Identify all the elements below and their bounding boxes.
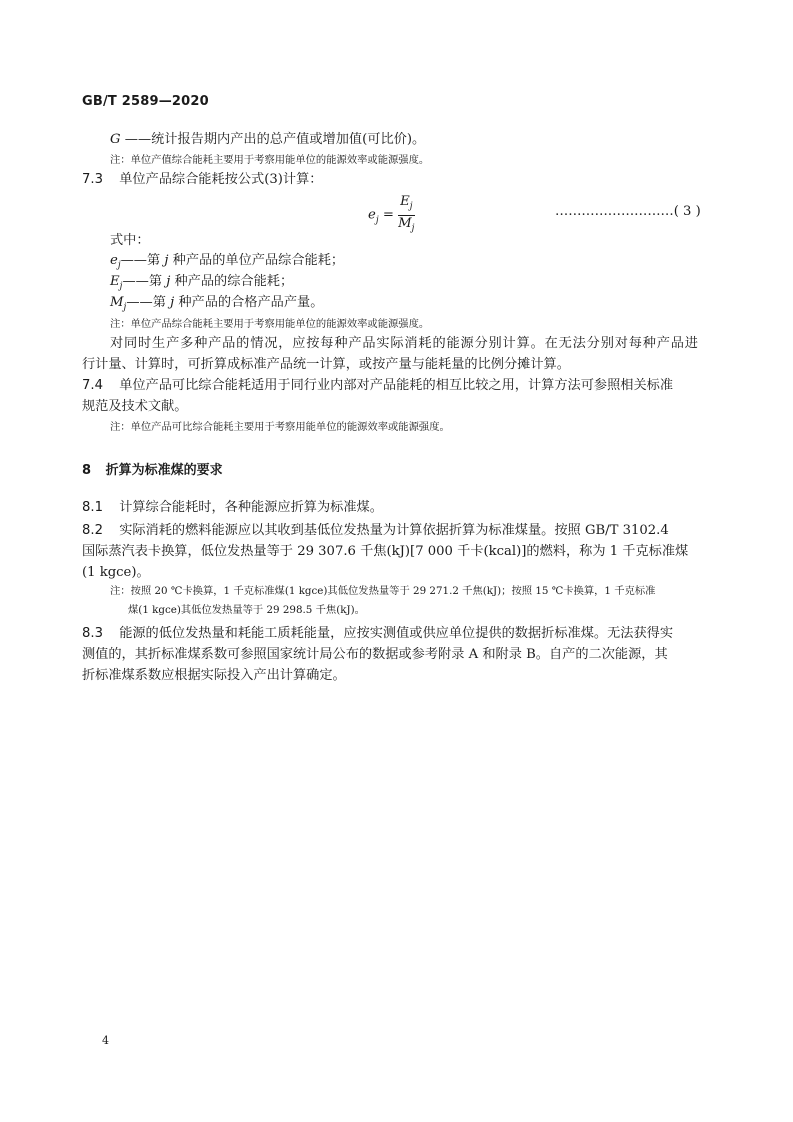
note-output-energy: 注：单位产值综合能耗主要用于考察用能单位的能源效率或能源强度。 bbox=[110, 154, 430, 166]
formula-3 bbox=[368, 194, 415, 236]
formula-denominator: M bbox=[398, 215, 412, 231]
symbol-g: G bbox=[110, 132, 121, 147]
definition-Mj bbox=[110, 293, 323, 318]
clause-text: 单位产品可比综合能耗适用于同行业内部对产品能耗的相互比较之用，计算方法可参照相关标准 bbox=[119, 378, 674, 393]
clause-number: 8.3 bbox=[82, 626, 103, 641]
clause-number: 7.4 bbox=[82, 378, 103, 393]
symbol-E: E bbox=[110, 274, 120, 289]
clause-8-3-line3: 折标准煤系数应根据实际投入产出计算确定。 bbox=[82, 668, 346, 683]
document-header: GB/T 2589—2020 bbox=[82, 94, 209, 109]
clause-7-4-line2: 规范及技术文献。 bbox=[82, 399, 188, 414]
clause-8-1 bbox=[82, 498, 383, 517]
dash: —— bbox=[124, 132, 152, 147]
def-pre: 第 bbox=[152, 295, 166, 310]
clause-8-3-line1 bbox=[82, 624, 673, 643]
formula-denominator-sub: j bbox=[411, 223, 415, 234]
para-multi-line1: 对同时生产多种产品的情况，应按每种产品实际消耗的能源分别计算。在无法分别对每种产品进 bbox=[110, 336, 698, 351]
def-var: j bbox=[170, 295, 175, 310]
clause-text: 实际消耗的燃料能源应以其收到基低位发热量为计算依据折算为标准煤量。按照 GB/T 3102.4 bbox=[119, 523, 669, 538]
def-var: j bbox=[166, 274, 171, 289]
formula-lhs-sub: j bbox=[375, 215, 379, 226]
note-product-energy: 注：单位产品综合能耗主要用于考察用能单位的能源效率或能源强度。 bbox=[110, 318, 430, 330]
clause-7-3 bbox=[82, 170, 323, 189]
def-text: 种产品的单位产品综合能耗； bbox=[172, 253, 345, 268]
def-text: 种产品的合格产品产量。 bbox=[178, 295, 324, 310]
clause-text: 计算综合能耗时，各种能源应折算为标准煤。 bbox=[119, 500, 383, 515]
def-var: j bbox=[164, 253, 169, 268]
note-calorie-line2: 煤(1 kgce)其低位发热量等于 29 298.5 千焦(kJ)。 bbox=[128, 604, 365, 616]
formula-dots: ……………………… bbox=[555, 204, 674, 219]
clause-7-4-line1 bbox=[82, 376, 698, 395]
formula-numerator: E bbox=[400, 194, 410, 209]
page-number: 4 bbox=[102, 1034, 109, 1047]
clause-text: 能源的低位发热量和耗能工质耗能量，应按实测值或供应单位提供的数据折标准煤。无法获得实 bbox=[119, 626, 674, 641]
symbol-e-sub: j bbox=[117, 260, 121, 271]
formula-leader bbox=[555, 202, 701, 221]
def-pre: 第 bbox=[148, 274, 162, 289]
symbol-E-sub: j bbox=[119, 281, 123, 292]
clause-number: 8.2 bbox=[82, 523, 103, 538]
definition-g-text: 统计报告期内产出的总产值或增加值(可比价)。 bbox=[151, 132, 426, 147]
clause-8-3-line2: 测值的，其折标准煤系数可参照国家统计局公布的数据或参考附录 A 和附录 B。自产的二次能源，其 bbox=[82, 647, 668, 662]
dash: —— bbox=[120, 253, 147, 268]
symbol-M-sub: j bbox=[123, 302, 127, 313]
formula-fraction bbox=[398, 194, 414, 236]
formula-lhs: e bbox=[368, 207, 376, 223]
where-label: 式中： bbox=[110, 233, 150, 248]
section-title: 折算为标准煤的要求 bbox=[105, 463, 223, 478]
dash: —— bbox=[122, 274, 149, 289]
clause-8-2-line2: 国际蒸汽表卡换算，低位发热量等于 29 307.6 千焦(kJ)[7 000 千卡(kcal)]的燃料，称为 1 千克标准煤 bbox=[82, 544, 689, 559]
clause-8-2-line3: (1 kgce)。 bbox=[82, 565, 150, 580]
para-multi-line2: 行计量、计算时，可折算成标准产品统一计算，或按产量与能耗量的比例分摊计算。 bbox=[82, 357, 570, 372]
clause-text: 单位产品综合能耗按公式(3)计算： bbox=[119, 172, 323, 187]
section-8-title bbox=[82, 459, 223, 478]
clause-8-2-line1 bbox=[82, 521, 669, 540]
formula-numerator-sub: j bbox=[409, 201, 413, 212]
note-comparable-energy: 注：单位产品可比综合能耗主要用于考察用能单位的能源效率或能源强度。 bbox=[110, 421, 450, 433]
clause-number: 7.3 bbox=[82, 172, 103, 187]
dash: —— bbox=[126, 295, 153, 310]
symbol-e: e bbox=[110, 253, 118, 268]
definition-g bbox=[110, 130, 425, 149]
clause-number: 8.1 bbox=[82, 500, 103, 515]
note-calorie-line1: 注：按照 20 ℃卡换算，1 千克标准煤(1 kgce)其低位发热量等于 29 271.2 千焦(kJ)；按照 15 ℃卡换算，1 千克标准 bbox=[110, 585, 656, 597]
symbol-M: M bbox=[110, 295, 124, 310]
def-pre: 第 bbox=[146, 253, 161, 268]
section-number: 8 bbox=[82, 463, 92, 478]
formula-number: ( 3 ) bbox=[673, 204, 701, 219]
def-text: 种产品的综合能耗； bbox=[174, 274, 294, 289]
formula-equals: = bbox=[382, 207, 394, 223]
